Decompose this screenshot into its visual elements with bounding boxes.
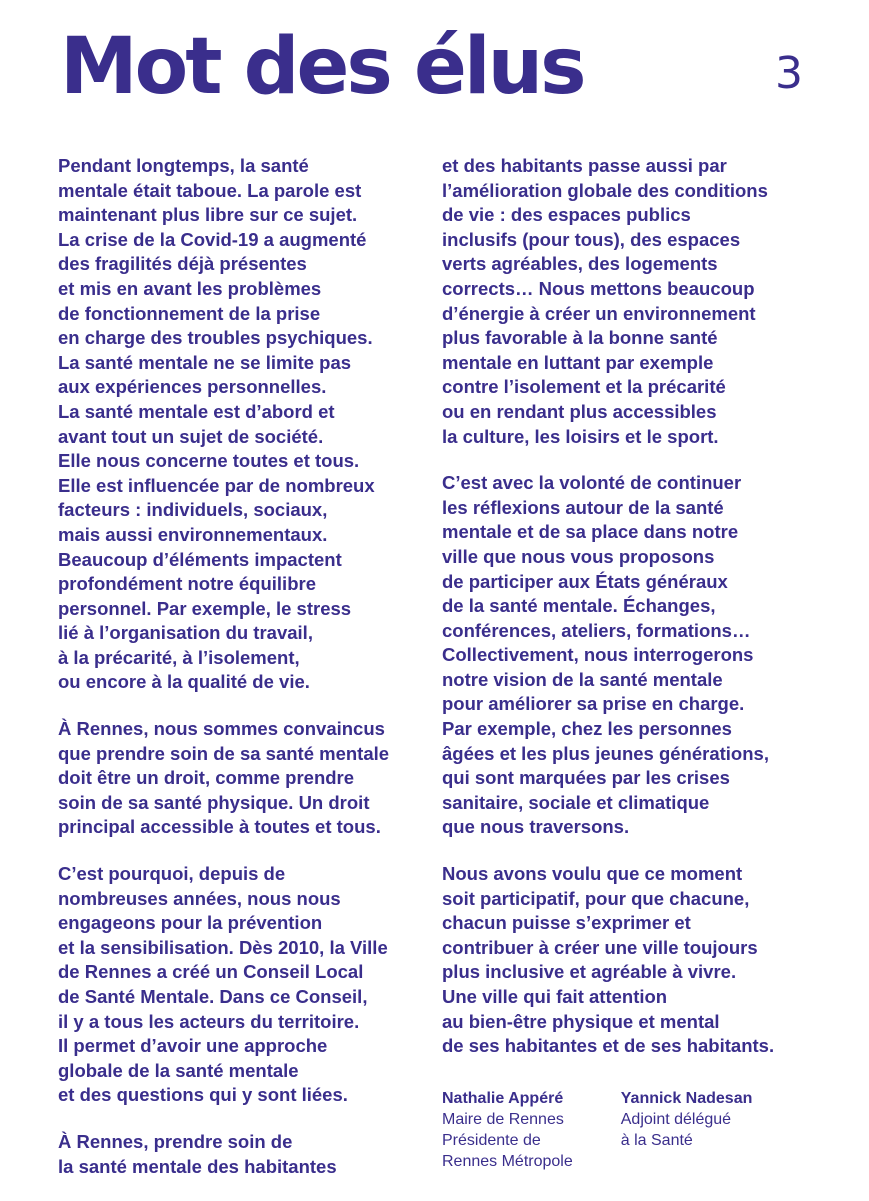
right-column: [442, 154, 822, 1081]
text-line: Beaucoup d’éléments impactent: [58, 548, 342, 570]
text-line: inclusifs (pour tous), des espaces: [442, 228, 741, 250]
text-line: pour améliorer sa prise en charge.: [442, 693, 745, 715]
text-line: facteurs : individuels, sociaux,: [58, 499, 328, 521]
text-line: La santé mentale ne se limite pas: [58, 351, 352, 373]
paragraph: [442, 154, 822, 449]
signature-role: Maire de Rennes: [442, 1111, 564, 1128]
text-line: notre vision de la santé mentale: [442, 668, 723, 690]
text-line: il y a tous les acteurs du territoire.: [58, 1010, 360, 1032]
text-line: de vie : des espaces publics: [442, 204, 691, 226]
left-column: [58, 154, 430, 1201]
signature-role: Rennes Métropole: [442, 1153, 573, 1170]
text-line: âgées et les plus jeunes générations,: [442, 742, 769, 764]
text-line: plus inclusive et agréable à vivre.: [442, 961, 737, 983]
text-line: soit participatif, pour que chacune,: [442, 887, 750, 909]
text-line: les réflexions autour de la santé: [442, 496, 724, 518]
text-line: de participer aux États généraux: [442, 570, 728, 592]
text-line: mais aussi environnementaux.: [58, 523, 328, 545]
text-line: la culture, les loisirs et le sport.: [442, 425, 719, 447]
text-line: Elle nous concerne toutes et tous.: [58, 450, 360, 472]
text-line: qui sont marquées par les crises: [442, 767, 730, 789]
text-line: que nous traversons.: [442, 816, 630, 838]
text-line: au bien-être physique et mental: [442, 1010, 720, 1032]
text-line: sanitaire, sociale et climatique: [442, 791, 710, 813]
text-line: à la précarité, à l’isolement,: [58, 646, 300, 668]
text-line: À Rennes, prendre soin de: [58, 1130, 293, 1152]
text-line: contribuer à créer une ville toujours: [442, 936, 758, 958]
text-line: la santé mentale des habitantes: [58, 1155, 337, 1177]
text-line: principal accessible à toutes et tous.: [58, 816, 381, 838]
signature-name: Yannick Nadesan: [620, 1090, 753, 1107]
text-line: d’énergie à créer un environnement: [442, 302, 756, 324]
paragraph: [58, 717, 430, 840]
text-line: C’est avec la volonté de continuer: [442, 472, 742, 494]
text-line: C’est pourquoi, depuis de: [58, 863, 286, 885]
text-line: Pendant longtemps, la santé: [58, 155, 309, 176]
text-line: conférences, ateliers, formations…: [442, 619, 751, 641]
text-line: de ses habitantes et de ses habitants.: [442, 1035, 775, 1057]
text-line: ville que nous vous proposons: [442, 545, 715, 567]
text-line: Collectivement, nous interrogerons: [442, 644, 754, 666]
signature-role: à la Santé: [620, 1132, 693, 1149]
text-line: verts agréables, des logements: [442, 253, 718, 275]
text-line: mentale en luttant par exemple: [442, 351, 714, 373]
text-line: soin de sa santé physique. Un droit: [58, 791, 370, 813]
text-line: en charge des troubles psychiques.: [58, 327, 373, 349]
text-line: des fragilités déjà présentes: [58, 253, 307, 275]
text-line: maintenant plus libre sur ce sujet.: [58, 204, 358, 226]
text-line: mentale était taboue. La parole est: [58, 179, 362, 201]
text-line: Nous avons voulu que ce moment: [442, 863, 743, 885]
paragraph: [58, 1130, 430, 1179]
text-line: contre l’isolement et la précarité: [442, 376, 726, 398]
text-line: mentale et de sa place dans notre: [442, 521, 739, 543]
text-line: avant tout un sujet de société.: [58, 425, 324, 447]
text-line: de Rennes a créé un Conseil Local: [58, 961, 364, 983]
text-line: de fonctionnement de la prise: [58, 302, 321, 324]
text-line: doit être un droit, comme prendre: [58, 767, 355, 789]
text-line: l’amélioration globale des conditions: [442, 179, 768, 201]
text-line: engageons pour la prévention: [58, 912, 323, 934]
paragraph: [58, 862, 430, 1108]
text-line: À Rennes, nous sommes convaincus: [58, 718, 385, 740]
text-line: Il permet d’avoir une approche: [58, 1035, 328, 1057]
signature-name: Nathalie Appéré: [442, 1090, 564, 1107]
signatures: [442, 1088, 822, 1172]
text-line: et la sensibilisation. Dès 2010, la Ville: [58, 936, 388, 958]
page-title: Mot des élus: [60, 22, 584, 112]
text-line: personnel. Par exemple, le stress: [58, 597, 352, 619]
text-line: de Santé Mentale. Dans ce Conseil,: [58, 986, 368, 1007]
text-line: et mis en avant les problèmes: [58, 277, 322, 299]
text-line: nombreuses années, nous nous: [58, 887, 341, 909]
signature-role: Présidente de: [442, 1132, 541, 1149]
text-line: La santé mentale est d’abord et: [58, 400, 335, 422]
text-line: Une ville qui fait attention: [442, 986, 668, 1007]
text-line: chacun puisse s’exprimer et: [442, 912, 691, 934]
text-line: plus favorable à la bonne santé: [442, 327, 718, 349]
text-line: et des habitants passe aussi par: [442, 155, 727, 176]
text-line: aux expériences personnelles.: [58, 376, 327, 398]
text-line: corrects… Nous mettons beaucoup: [442, 277, 755, 299]
text-line: et des questions qui y sont liées.: [58, 1084, 348, 1106]
signature-role: Adjoint délégué: [620, 1111, 732, 1128]
text-line: lié à l’organisation du travail,: [58, 622, 313, 644]
text-line: Elle est influencée par de nombreux: [58, 474, 375, 496]
text-line: ou encore à la qualité de vie.: [58, 671, 310, 693]
paragraph: [442, 862, 822, 1059]
text-line: de la santé mentale. Échanges,: [442, 595, 716, 617]
signature-nadesan: [621, 1088, 753, 1172]
text-line: ou en rendant plus accessibles: [442, 400, 717, 422]
text-line: La crise de la Covid-19 a augmenté: [58, 228, 367, 250]
text-line: globale de la santé mentale: [58, 1059, 299, 1081]
paragraph: [442, 471, 822, 840]
text-line: profondément notre équilibre: [58, 573, 316, 595]
paragraph: [58, 154, 430, 695]
signature-appere: [442, 1088, 573, 1172]
text-line: que prendre soin de sa santé mentale: [58, 742, 390, 764]
text-line: Par exemple, chez les personnes: [442, 718, 732, 740]
page-number: 3: [775, 48, 803, 99]
